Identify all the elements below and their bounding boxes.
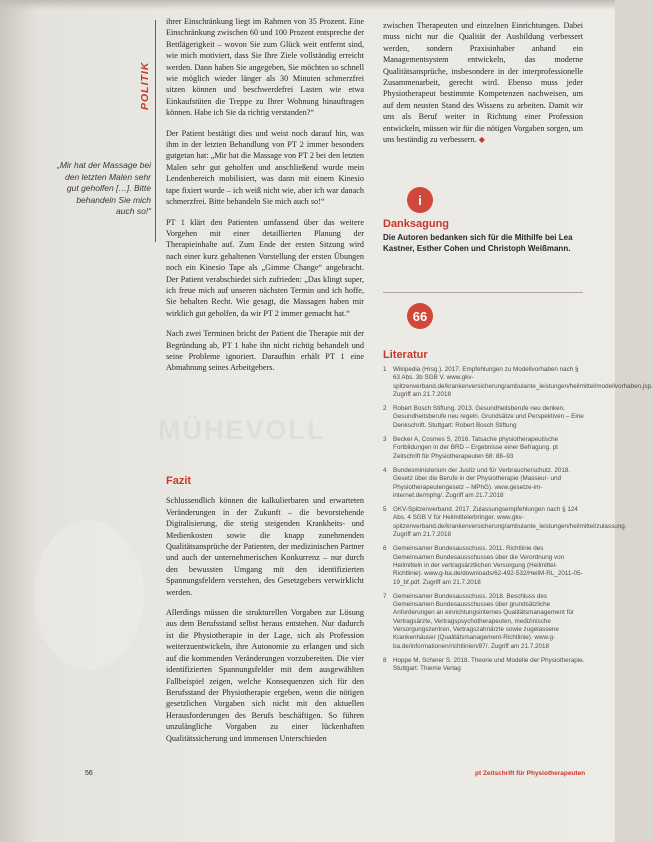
- reference-number: 1: [383, 366, 387, 373]
- reference-number: 2: [383, 405, 387, 413]
- info-icon: i: [407, 187, 433, 213]
- rubric-divider: [155, 20, 156, 242]
- paragraph: Der Patient bestätigt dies und weist noch darauf hin, was ihm in der letzten Behandlung von PT 2 immer besonders gutgetan hat: „Mir hat die Massage von PT 2 bei den letzten Malen sehr gut geholfen und anschließend wurde mein Lendenbereich mobilisiert, was dann mit einem Kinesio tape fixiert wurde – ich weiß nicht wie, aber ich war danach schmerzfrei. Bitte behandeln Sie mich auch so!“: [166, 128, 364, 207]
- reference-item: [383, 593, 585, 651]
- journal-name: pt Zeitschrift für Physiotherapeuten: [475, 770, 586, 777]
- paragraph: [383, 20, 583, 145]
- fazit-heading: Fazit: [166, 475, 192, 487]
- reference-text: Gemeinsamer Bundesausschuss. 2018. Beschluss des Gemeinsamen Bundesausschusses über grundsätzliche Anforderungen an einrichtungsinternes Qualitätsmanagement für Vertragsärzte, Vertragspsychotherapeuten, medizinische Versorgungszentren, Vertragszahnärzte sowie zugelassene Krankenhäuser (Qualitätsmanagement-Richtlinie). www.g-ba.de/informationen/richtlinien/87/. Zugriff am 21.7.2018: [393, 592, 574, 650]
- reference-number: 4: [383, 466, 387, 474]
- paragraph: PT 1 klärt den Patienten umfassend über das weitere Vorgehen mit einer detaillierten Planung der Therapieinhalte auf. Zum Ende der ersten Sitzung wird nach einer kurz gehaltenen Vorstellung der ersten Übungen noch ein Kinesio Tape als „Gimme Change“ angebracht. Der Patient verabschiedet sich zufrieden: „Das klingt super, ich freue mich auf unseren nächsten Termin und ich hoffe, Sie behalten Recht. Wie gesagt, die Massagen haben mir wirklich gut geholfen, da wir PT 2 immer gemacht hat.“: [166, 217, 364, 318]
- background-watermark-shape: [34, 520, 144, 670]
- reference-number: 3: [383, 436, 387, 444]
- article-column-left-top: [166, 16, 364, 383]
- reference-item: [383, 366, 653, 399]
- references-heading: Literatur: [383, 349, 428, 361]
- pull-quote: „Mir hat der Massage bei den letzten Malen sehr gut geholfen […]. Bitte behandeln Sie mich auch so!“: [56, 160, 151, 217]
- reference-text: Gemeinsamer Bundesausschuss. 2011. Richtlinie des Gemeinsamen Bundesausschusses über die Verordnung von Heilmitteln in der vertragsärztlichen Versorgung (Heilmittel-Richtlinie). www.g-ba.de/downloads/62-492-532/HeilM-RL_2011-05-19_bf.pdf. Zugriff am 21.7.2018: [393, 545, 583, 586]
- reference-item: [383, 545, 585, 586]
- paragraph: ihrer Einschränkung liegt im Rahmen von 35 Prozent. Eine Einschränkung zwischen 60 und 100 Prozent entspreche der Bettlägerigkeit – wovon Sie zum Glück weit entfernt sind, wie mich motiviert, dass Sie Ihre Ziele vollständig erreicht werden. Dann haben Sie angegeben, Sie möchten so schnell wie möglich wieder länger als 30 Minuten schmerzfrei sitzen können und beschwerdefrei Lasten wie etwa Einkaufstüten die Treppe zu Ihrer Wohnung hinauftragen können. Habe ich Sie da richtig verstanden?“: [166, 17, 364, 118]
- reference-number: 7: [383, 592, 387, 600]
- paragraph: Allerdings müssen die strukturellen Vorgaben zur Lösung aus dem Berufsstand selbst heraus entstehen. Nur dadurch ist die Physiotherapie in der Lage, sich als Profession weiterzuentwickeln, ihre Autonomie zu erlangen und sich auf die kommenden Veränderungen vorzubereiten. Die vier identifizierten Spannungsfelder mit dem ausgewählten Fallbeispiel zeigen, welche Konsequenzen sich für den Berufsstand der Physiotherapie ergeben, wenn die nötigen gesetzlichen Vorgaben sich nicht mit den aktuellen Herausforderungen des Berufs beschäftigen. So führen unzulängliche Vorgaben zu einer lückenhaften Qualitätssicherung und immensen Unterschieden: [166, 608, 364, 743]
- reference-text: Robert Bosch Stiftung. 2013. Gesundheitsberufe neu denken, Gesundheitsberufe neu regeln. Grundsätze und Perspektiven – Eine Denkschrift. Stuttgart: Robert Bosch Stiftung: [393, 405, 584, 429]
- reference-item: [383, 436, 585, 461]
- section-divider: [383, 292, 583, 293]
- reference-item: [383, 467, 585, 500]
- reference-number: 5: [383, 506, 387, 514]
- reference-item: [383, 657, 585, 674]
- reference-list: [383, 366, 653, 680]
- article-column-right: [383, 20, 583, 154]
- reference-number: 6: [383, 545, 387, 553]
- acknowledgement-heading: Danksagung: [383, 218, 450, 230]
- reference-item: [383, 405, 585, 430]
- acknowledgement-text: Die Autoren bedanken sich für die Mithilfe bei Lea Kastner, Esther Cohen und Christoph Weißmann.: [383, 233, 573, 253]
- section-rubric: POLITIK: [139, 61, 151, 110]
- paragraph-text: zwischen Therapeuten und einzelnen Einrichtungen. Dabei muss nicht nur die Qualität der Ausbildung verbessert werden, sondern Praxisinhaber anhand ein Managementsystem entwickeln, das moderne Qualitätsansprüche, insbesondere in der interprofessionelle Zusammenarbeit, gerecht wird. Ebenso muss jeder Physiotherapeut bestimmte Kompetenzen nachweisen, um auf dem neusten Stand des Wissens zu arbeiten. Damit wir uns als Beruf weiter in Richtung einer Profession entwickeln, müssen wir für die nötigen Vorgaben sorgen, um uns beständig zu verbessern.: [383, 21, 583, 145]
- reference-text: Wikipedia (Hrsg.). 2017. Empfehlungen zu Modellvorhaben nach § 63 Abs. 3b SGB V. www.gkv-spitzenverband.de/krankenversicherung/ambulante_leistungen/heilmittel/modellvorhaben.jsp. Zugriff am 21.7.2018: [393, 366, 653, 398]
- paragraph: Schlussendlich können die kalkulierbaren und erwarteten Veränderungen in der Zukunft – die bevorstehende Digitalisierung, die stetig steigenden Krankheits- und Medienkosten sowie die knapp zunehmenden Qualitätsansprüche der Patienten, der medizinischen Partner und auch der unternehmerischen Konkurrenz – nur durch den bewussten Umgang mit den identifizierten Spannungsfeldern verstehen, des Gesetzgebers verwirklicht werden.: [166, 496, 364, 597]
- page-shadow: [0, 0, 615, 10]
- quote-marks-icon: 66: [407, 303, 433, 329]
- reference-number: 8: [383, 656, 387, 664]
- reference-text: Bundesministerium der Justiz und für Verbraucherschutz. 2018. Gesetz über die Berufe in der Physiotherapie (Masseur- und Physiotherapeutengesetz – MPhG). www.gesetze-im-internet.de/mphg/. Zugriff am 21.7.2018: [393, 466, 571, 499]
- end-mark-icon: ◆: [478, 135, 486, 145]
- reference-text: GKV-Spitzenverband. 2017. Zulassungsempfehlungen nach § 124 Abs. 4 SGB V für Heilmittelerbringer. www.gkv-spitzenverband.de/krankenversicherung/ambulante_leistungen/heilmittel/zulassung. Zugriff am 21.7.2018: [393, 506, 627, 539]
- reference-item: [383, 506, 627, 539]
- background-watermark-text: MÜHEVOLL: [158, 415, 326, 445]
- page-number: 56: [85, 770, 93, 777]
- reference-text: Becker A, Cosmes S. 2016. Tatsache physiotherapeutische Fortbildungen in der BRD – Ergebnisse einer Befragung. pt Zeitschrift für Physiotherapeuten 68: 88–93: [393, 436, 559, 460]
- article-column-left-bottom: [166, 476, 364, 753]
- paragraph: Nach zwei Terminen bricht der Patient die Therapie mit der Begründung ab, PT 1 habe ihn nicht richtig behandelt und seine Probleme ignoriert. Daraufhin erhält PT 1 eine Abmahnung seines Arbeitgebers.: [166, 329, 364, 373]
- reference-text: Hoppe M, Scherer S. 2018. Theorie und Modelle der Physiotherapie. Stuttgart: Thieme Verlag: [393, 656, 585, 673]
